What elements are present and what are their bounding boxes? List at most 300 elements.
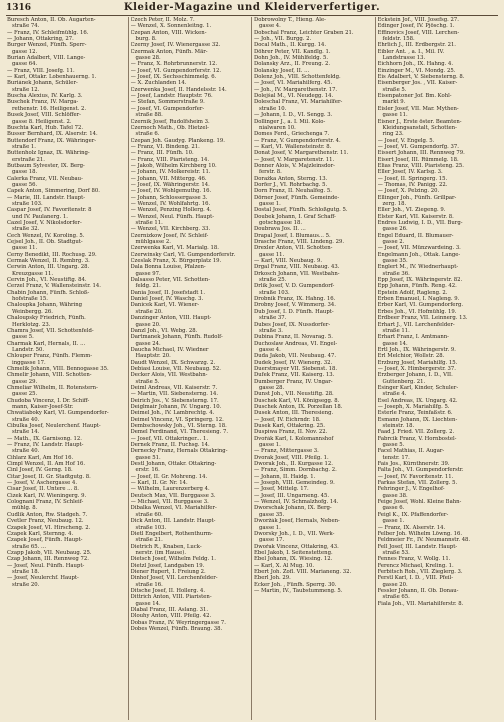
directory-entry: Cerny Benedikt, III. Rochusg. 29. [7, 251, 97, 258]
directory-entry: — Stefan, Sommerstraße 9. [130, 99, 205, 106]
directory-entry: Charmak Karl, Hernals, II. ... [7, 340, 86, 347]
directory-entry: Eichhorn Joh., IX. Hahng. 4. [377, 61, 454, 68]
directory-entry: — Franz, X. Rohrbrunnerstr. 12. [130, 61, 218, 68]
directory-entry: gasse 28. [135, 55, 161, 62]
directory-entry: straße 74. [12, 23, 40, 30]
directory-entry: Dietzl Josef, Landgaben 19. [130, 562, 205, 569]
directory-entry: — Josef, IV. Favoritenstr. 11. [377, 473, 454, 480]
directory-entry: Cinl Josef, IV. Gerng. 18. [7, 467, 73, 474]
directory-column-1 [5, 17, 129, 720]
directory-entry: — Wilhelm, Laurenzerberg 4. [130, 486, 210, 493]
directory-entry: Elster Karl, VII. Kaiserstr. 8. [377, 213, 454, 220]
directory-entry: Eisler Josef, VII. Mar. Mythen- [377, 105, 459, 112]
directory-entry: Duda Jakob, VII. Neubaug. 47. [254, 353, 337, 360]
directory-entry: Chmeliar Wilhelm, II. Rotenstern- [7, 384, 98, 391]
directory-entry: Eberl Joh. 29. [254, 575, 291, 582]
directory-entry: Cech Wenzel, IV. Koroling. 5. [7, 232, 85, 239]
directory-entry: straße 5. [135, 378, 160, 385]
directory-entry: Donner Alois, V. Majzleinsdor- [254, 162, 335, 169]
directory-entry: Fais Jos., Kürnthnerstr. 39. [377, 461, 450, 468]
directory-entry: Drkosch Johann, VII. Westbahn- [254, 270, 340, 277]
directory-entry: Dobrowolny T., Hieng. Ale- [254, 17, 326, 23]
directory-entry: burg. 8. [135, 36, 157, 43]
directory-entry: — Josef, VI. Gumpendorfg. 37. [377, 143, 459, 150]
directory-entry: Elias Franz, VIII. Piaristeng. 25. [377, 162, 464, 169]
directory-entry: Fehringer J., V. Engelhof- [377, 486, 445, 493]
directory-entry: erstr. 16. [135, 467, 160, 474]
directory-entry: zerg. 18. [382, 200, 407, 207]
directory-entry: Dunst Joh., VII. Neustiftg. 28. [254, 391, 334, 398]
directory-entry: gasse 64. [12, 61, 38, 68]
directory-entry: Dobas Franz, IV. Weyringergasse 7. [130, 619, 226, 626]
directory-entry: Dibalka Wenzel, VI. Mariahilfer- [130, 505, 217, 512]
directory-entry: Chamra Josef, VII. Schottenfeld- [7, 327, 94, 334]
directory-entry: Destl Johann, Ottakr. Ottakring- [130, 461, 217, 468]
directory-entry: Chlouper Franz, Fünfh. Flemm- [7, 353, 93, 360]
directory-entry: — Franz, VIII. Josefg. 11. [7, 67, 75, 74]
directory-entry: Cervin Joh., VI. Neustiftg. 84. [7, 277, 87, 284]
directory-entry: Deiglmair Johann, IV. Ungarg. 10. [130, 403, 222, 410]
directory-entry: gasse 25. [12, 391, 38, 398]
directory-entry: gasse 29. [12, 378, 38, 385]
directory-entry: markt 9. [382, 99, 406, 106]
directory-entry: straße 12. [12, 86, 40, 93]
directory-entry: Ertl Joh., IX. Währingerstr. 9. [377, 346, 456, 353]
directory-entry: Dania Josef, II. Josefstadt 1. [130, 289, 206, 296]
directory-entry: Daniel Josef, IV. Waschg. 3. [130, 296, 204, 303]
directory-entry: — Franz, III. Fünfh. 10. [130, 150, 194, 157]
directory-entry: — Johann, IV. Molkereistr. 11. [130, 169, 211, 176]
directory-entry: — Josef, VII. Münzwardeing. 3. [377, 245, 461, 252]
directory-entry: Deirich Jos., V. Siebensterng. 17. [130, 397, 219, 404]
directory-entry: Duspiwa Franz, II. Nov. 22. [254, 429, 328, 436]
directory-entry: — Josef, II. Springerg. 15. [377, 175, 448, 182]
directory-entry: straße 6. [135, 131, 160, 138]
directory-entry: gasse 1. [382, 518, 405, 525]
directory-entry: Drapal Josef, I. Blumaus... 5. [254, 232, 331, 239]
directory-entry: Dolansky Josef, II. ... [254, 67, 310, 74]
directory-entry: Dub Josef, I. D. Fünfh. Haupt- [254, 308, 334, 315]
directory-entry: Chmelir Johann, VIII. Schotten- [7, 372, 92, 379]
directory-entry: straße 88. [135, 112, 163, 119]
directory-entry: Epstein Adolf, Ragleng. 2. [377, 289, 448, 296]
directory-entry: Döhrer Peter, VII. Kandlg. 1. [254, 48, 331, 55]
directory-entry: Esmann Johann, IX. Liechten- [377, 416, 458, 423]
directory-entry: Erber Karl, VI. Gumpendorferg. [377, 302, 464, 309]
directory-entry: Faad J. Fried. VII. Zollerg. 2. [377, 429, 455, 436]
directory-entry: Busek Josef, VIII. Schlöffer- [7, 112, 81, 119]
directory-entry: Farkas Stefan, VII. Zollerg. 5. [377, 480, 458, 487]
directory-entry: ferstr. 8. [259, 169, 282, 176]
directory-entry: Dubes Josef, IX. Nussdorfer- [254, 321, 331, 328]
directory-entry: Dolejšal M., VI. Neudegg. 14. [254, 93, 334, 100]
directory-entry: Doubek Johann, I. Graf Schaff- [254, 213, 336, 220]
directory-entry: Dohn Joh., IV. Mühlfeldg. 5. [254, 55, 329, 62]
directory-entry: Czepan Joh. Gaudyg. Plankeng. 19. [130, 137, 225, 144]
directory-entry: gasse 14. [135, 600, 161, 607]
directory-entry: Deiml Andreas, VII. Kaiserstr. 7. [130, 384, 218, 391]
directory-entry: Herklotzg. 23. [12, 321, 51, 328]
directory-entry: — Johann, VII. Mittergg. 46. [130, 175, 207, 182]
directory-entry: — Joseph, VIII. Gemeindeg. 9. [254, 480, 335, 487]
directory-entry: Diener Rupert, I. Freiung 2. [130, 568, 206, 575]
directory-entry: Eisner J., Erste öster. Beamten- [377, 118, 462, 125]
directory-entry: straße 11. [382, 327, 410, 334]
directory-entry: rethenstr. 16. Heiligenst. 2. [12, 105, 87, 112]
directory-entry: — Josef, V. Aschergasse 4. [7, 480, 77, 487]
directory-entry: Landstrasse 13. [382, 55, 426, 62]
directory-entry: Eis Adalbert, V. Siebensterng. 8. [377, 74, 465, 81]
directory-entry: straße 18. [12, 568, 40, 575]
directory-entry: Fennes Franz, V. Wollg. 11. [377, 556, 451, 563]
directory-entry: Engelmann Joh., Ottak. Lange- [377, 251, 461, 258]
directory-entry: — Wenzel, IV. Wohlfahrtg. 16. [130, 200, 211, 207]
directory-entry: — Martin, VII. Siebensterng. 14. [130, 391, 219, 398]
directory-entry: — Karl, VI. Wallensteinstr. 8. [254, 143, 332, 150]
directory-entry: gasse 51. [135, 454, 161, 461]
directory-entry: Cimpl Wenzel, II. Am Hof 16. [7, 461, 86, 468]
directory-entry: steinstr. 18. [382, 423, 415, 429]
directory-entry: — Josef, Neul. Fünfh. Haupt- [7, 562, 85, 569]
directory-entry: straße 53. [382, 549, 410, 556]
directory-entry: mühlg. 8. [12, 505, 38, 512]
directory-entry: gasse 28. [259, 384, 285, 391]
directory-entry: Deimel Joh., IV. Lambrechtg. 4. [130, 410, 215, 417]
directory-entry: Dernek Franz, II. Fuchsg. 14. [130, 442, 210, 449]
directory-entry: Dworschak Johann, IX. Berg- [254, 505, 332, 512]
directory-entry: gasse 24. [135, 340, 161, 347]
directory-entry: feldg. 21. [135, 283, 161, 290]
directory-entry: gasse 6. [382, 505, 405, 512]
directory-entry: gasse 1. [259, 442, 281, 449]
directory-entry: Ferencz Michael, Kreling. 1. [377, 562, 454, 569]
directory-entry: — Marie, III. Landstr. Haupt- [7, 194, 86, 201]
directory-entry: Erben Emanuel, I. Nagleng. 9. [377, 296, 460, 303]
directory-entry: — Michael, VII. Burggasse 3. [130, 499, 209, 506]
directory-entry: straße 103. [12, 200, 43, 207]
directory-entry: Dernecky Franz, Hernals Ottakring- [130, 448, 228, 455]
directory-entry: straße 1. [12, 143, 36, 150]
directory-entry: gasse 1. [259, 524, 281, 531]
directory-entry: — Wenzel, X. Sonnenleitng. 1. [130, 23, 212, 30]
directory-entry: Czermak Anton, Fünfh. Mär- [130, 48, 208, 55]
directory-entry: straße 65. [382, 594, 410, 601]
directory-entry: Ebel Jakob, I. Seitenstetteng. [254, 549, 333, 556]
directory-entry: — Josef, VI. Gumpendorferstr. 12. [130, 67, 221, 74]
directory-entry: Guttenberg. 21. [382, 378, 426, 385]
directory-entry: Cihlarz Karl, Am Hof 16. [7, 454, 74, 461]
directory-entry: gasse 20. [382, 581, 408, 588]
directory-entry: — Josef, IV. Eichrndr. 18. [254, 416, 321, 423]
directory-entry: Fabrcik Franz, V. Hornbostel- [377, 435, 457, 442]
directory-entry: Cermak Wenzel, II. Rembrg. 3. [7, 258, 90, 265]
directory-entry: Buschta Karl, Hub. Tafel 72. [7, 124, 84, 131]
directory-entry: Dorn Franz, II. Neuhalfeg. 5. [254, 188, 332, 195]
directory-entry: mann, Kaiser-Josef-Str. [12, 403, 74, 410]
directory-entry: inggasse 17. [12, 359, 46, 366]
directory-entry: Czapek Karl, Sternng. 4. [7, 530, 74, 537]
directory-entry: gasse 8. Heiligenst. 2. [12, 118, 72, 125]
directory-entry: Ecker Joh. , Fünfh. Sperrg. 30. [254, 581, 337, 588]
directory-entry: Effinovics Josef, VIII. Lerchen- [377, 29, 460, 36]
directory-entry: gotschgasse 18. [259, 220, 303, 226]
directory-entry: — Joh., IV. Margarethenstr. 17. [254, 86, 338, 93]
directory-entry: Dolenz Joh., VIII. Schottenfeldg. [254, 74, 341, 81]
directory-entry: Buschek Franz, IV. Marga- [7, 99, 79, 106]
directory-entry: Felber Joh. Wilhelm Löwng. 16. [377, 530, 463, 537]
directory-entry: — Karl, II. Gr. Nr. 14. [130, 480, 188, 487]
directory-entry: Doubrava Jos. II. ... [254, 226, 306, 233]
directory-entry: Kreuzgasse 11. [12, 270, 54, 277]
directory-entry: — Josef, IV. Wohlgemuthg. 16. [130, 188, 212, 195]
directory-entry: — Josef, X. Pelzing. 20. [377, 188, 440, 195]
directory-entry: Landstr. 50. [12, 346, 45, 353]
directory-entry: — Josef, III. Ungarneng. 45. [254, 492, 330, 499]
directory-entry: Drobny Josef, V. Wimmerg. 34. [254, 302, 336, 309]
directory-entry: Erl Melchior, Wollstr. 28. [377, 353, 445, 360]
directory-entry: — Karl, X. Al Mug. 10. [254, 562, 315, 569]
directory-entry: Dietl Engelbert, Rothenthurm- [130, 530, 213, 537]
directory-entry: Erhart Franz, I. Amtmann- [377, 334, 449, 341]
directory-entry: gasse 35. [382, 258, 408, 265]
directory-entry: straße 16. [135, 581, 163, 588]
directory-entry: — Martin, IV., Taubstummeng. 5. [254, 587, 343, 594]
directory-entry: Fiala Joh., VII. Mariahilferstr. 8. [377, 600, 464, 607]
directory-entry: nialwaren 10. [259, 124, 296, 131]
directory-entry: Capek Anton, Simmering, Dorf 80. [7, 188, 100, 195]
directory-entry: Eller Joh., VI. Ziegeng. 9. [377, 207, 446, 214]
directory-entry: Buscha Alexius, IV. Karlg. 3. [7, 93, 83, 100]
directory-entry: — Joh., VII. Burgg. 2. [254, 36, 312, 43]
directory-entry: Drgal Franz, VIII. Neubaug. 43. [254, 264, 340, 271]
directory-entry: Dufek Franz, VII. Kaiserg. 13. [254, 372, 335, 379]
directory-entry: Chudoba Vincenz, I. Dr. Schiff- [7, 397, 90, 404]
directory-entry: Chaloupka Johann, Währing [7, 302, 83, 309]
directory-entry: tenstr. 17. [382, 454, 410, 461]
directory-entry: Daucha Michael, IV. Wiedner [130, 346, 209, 353]
directory-entry: Danzinger Anton, VIII. Haupt- [130, 315, 212, 322]
directory-entry: Falta Joh., VI. Gumpendorferstr. [377, 467, 464, 474]
directory-entry: Dembschowsky Joh., VI. Sterng. 18. [130, 423, 227, 429]
directory-entry: Dusek Anton, III. Theresieng. [254, 410, 334, 417]
directory-entry: Esinger Karl, Kinder, Schuler- [377, 384, 459, 391]
directory-entry: Dörner Josef, Fünfh. Gemeinde- [254, 194, 340, 201]
directory-entry: Ebert Joh. Zofl. VIII. Marianeng. 32. [254, 568, 352, 575]
directory-entry: Chaloupský Friedrich, Fünfh. [7, 315, 86, 322]
directory-entry: Dworsky Joh., I. D., VII. Werk- [254, 530, 335, 537]
directory-entry: Feldmeier Fr., IV. Neumannstr. 48. [377, 537, 471, 544]
directory-entry: Chmelik Johann, VIII. Bennogasse 35. [7, 365, 109, 372]
directory-entry: straße 20. [135, 308, 163, 315]
directory-entry: straße 14. [12, 429, 40, 436]
directory-entry: Czapp Jakob, VII. Neubaug. 25. [7, 549, 92, 556]
page-number: 1316 [6, 3, 32, 13]
directory-entry: gasse 97. [135, 270, 161, 277]
directory-entry: Dlabal Franz, III. Aslang. 31. [130, 606, 209, 613]
directory-entry: Czapek Josef, VI. Hirscheng. 2. [7, 524, 91, 531]
directory-entry: Danzl Joh., VI. Webg. 28. [130, 327, 198, 334]
directory-entry: gasse 18. [12, 169, 38, 176]
directory-entry: straße 103. [135, 524, 167, 531]
directory-entry: Esel Andreas, IX. Ungarg. 42. [377, 397, 458, 404]
directory-entry: — Josef, Landstr. Hauptstr. 76. [130, 93, 213, 100]
directory-entry: Englert M., IV. Wiednerhaupt- [377, 264, 459, 271]
directory-entry: Dobschal Franz, Leichter Graben 21. [254, 29, 354, 36]
directory-entry: gasse 4. [259, 346, 281, 353]
directory-entry: Dittrich Anton, VIII. Piaristen- [130, 594, 212, 601]
directory-entry: Dostal Josef, Fünfh. Schloßgutg. 5. [254, 207, 348, 214]
directory-entry: Drexler Anton, VII. Schotten- [254, 245, 333, 252]
directory-entry: Cisar Josef, II. Untere ... 8. [7, 486, 79, 493]
directory-entry: straße 5. [382, 86, 407, 93]
directory-entry: straße 25. [259, 277, 287, 284]
directory-entry: — Jakob, Wilhelm Kirchberg 10. [130, 162, 217, 169]
directory-entry: Deimel Vincenz, VI. Springerg. 12. [130, 416, 224, 423]
directory-entry: Dworžák Josef, Hernals, Neben- [254, 518, 340, 525]
directory-entry: straße 40. [12, 448, 40, 455]
directory-entry: straße 4. [382, 391, 407, 398]
directory-entry: Ellinger Joh., Fünfh. Grillpar- [377, 194, 457, 201]
directory-entry: gasse 11. [382, 112, 408, 119]
directory-entry: Czap Johann, III. Rennweg 72. [7, 556, 89, 563]
directory-entry: Dumberger Franz, IV. Ungar- [254, 378, 333, 385]
directory-entry: Dusek Karl, Ottakring. 25. [254, 423, 325, 429]
directory-entry: Hauptstr. 20. [135, 353, 171, 360]
directory-entry: Feigl K., IX. Pfaffendorfer- [377, 511, 449, 518]
directory-entry: Edinger Josef, IV. Pjöschg. 1. [377, 23, 455, 30]
directory-entry: — Math., IX. Garnisong. 12. [7, 435, 82, 442]
directory-entry: Cerzel Franz, V. Wallensteinstr. 14. [7, 283, 101, 290]
directory-entry: — Josef, X. Himbergerstr. 37. [377, 365, 456, 372]
directory-entry: — Josef, VI. Mariahilferg. 45. [254, 80, 333, 87]
directory-entry: Czernizkow Josef, IV. Schleif- [130, 232, 209, 239]
directory-entry: — Franz, Mittergasse 3. [254, 448, 319, 455]
directory-entry: mühlgasse 2. [135, 239, 171, 246]
directory-entry: Duerstmayer VII. Siebenst. 18. [254, 365, 338, 372]
directory-column-3 [252, 17, 376, 720]
directory-entry: Eissert Johann, III. Rennweg 79. [377, 150, 465, 157]
directory-entry: — Josef, VII. Ottakringer... 1. [130, 435, 209, 442]
directory-entry: Cazel Josef, V. Nikolsdorfer- [7, 220, 82, 226]
directory-entry: — Josef, VI. Gumpendorfer- [130, 105, 205, 112]
directory-entry: Ferstl Karl, I. D. , VIII. Pfeil- [377, 575, 454, 582]
directory-entry: straße 21. [135, 537, 163, 544]
directory-entry: Duchoslaw Andreas, VI. Engel- [254, 340, 338, 347]
directory-entry: — Josef, II. Gr. Mohreng. 14. [130, 473, 208, 480]
directory-entry: Eisert Josef, III. Rümmelg. 18. [377, 156, 459, 163]
directory-entry: Cerwin Anton, III. Ungarg. 28. [7, 264, 90, 271]
directory-entry: Dobes Wenzel, Fünfh. Braung. 38. [130, 626, 223, 632]
directory-entry: gasse 11. [259, 251, 285, 258]
header-rule [6, 15, 498, 16]
directory-entry: — Franz, Simm. Dornbachg. 2. [254, 467, 337, 474]
directory-entry: Dartmanek Johann, Fünfh. Rudolf- [130, 334, 223, 341]
directory-entry: — Josef, V. Engelg. 5. [377, 137, 435, 144]
directory-entry: straße 40. [12, 416, 40, 423]
directory-entry: Ditsche Josef, II. Hollerg. 4. [130, 587, 206, 594]
directory-entry: gasse 26. [382, 226, 408, 233]
directory-entry: Czapek Josef, Fünfh. Haupt- [7, 537, 83, 544]
directory-entry: Duschek Anton, IX. Porzellan 18. [254, 403, 343, 410]
directory-entry: Dollinger J., a. I. Mil. Kolo- [254, 118, 326, 125]
directory-columns [5, 17, 499, 720]
directory-entry: Eisenberger Jos. , VII. Kaiser- [377, 80, 458, 87]
directory-entry: Dietsch Josef, Wilhelm Feldg. 1. [130, 556, 216, 563]
directory-column-4 [376, 17, 500, 720]
directory-entry: hofstraße 15. [12, 296, 48, 303]
running-head: Kleider-Magazine und Kleiderverfertiger. [123, 2, 381, 13]
directory-entry: Chabin Johann, Fünfh. Schloß- [7, 289, 90, 296]
directory-entry: — Johann, Schlossergasse 3. [130, 194, 208, 201]
directory-entry: Czech Peter, II. Molz. 7. [130, 17, 195, 23]
directory-entry: straße 36. [382, 270, 410, 277]
directory-entry: Daudt Wenzel, IX. Schwarzg. 2. [130, 359, 216, 366]
directory-entry: Butbaum Sylvester, IX. Berg- [7, 162, 85, 169]
directory-entry: Busser Bernhard, IX. Alserstr. 14. [7, 131, 98, 138]
directory-entry: gasse 5. [12, 334, 34, 341]
directory-entry: — Johann, I. D., VI. Sengg. 3. [254, 112, 333, 119]
directory-entry: — Wenzel, Penzing Hollerg. 4. [130, 207, 212, 214]
directory-entry: gasse 4. [259, 23, 281, 30]
directory-entry: Dworak Joh., II. Kurgasse 12. [254, 461, 333, 468]
directory-entry: Dubina Franz, II. Novarag. 5. [254, 334, 333, 341]
directory-entry: gasse 2. [382, 239, 405, 246]
directory-entry: Debiasi Louise, VII. Neubaug. 52. [130, 365, 221, 372]
directory-entry: Burger Wenzel, Fünfh. Sperr- [7, 42, 87, 49]
directory-entry: Facel Mathias, II. Augar- [377, 448, 445, 455]
directory-entry: Dala Bonna Louise, Pfalzen- [130, 264, 206, 271]
directory-entry: — Wenzel, IV. Schmalzhofg. 14. [254, 499, 339, 506]
directory-entry: gasse 17. [259, 537, 285, 544]
directory-entry: Domes Ferd., Griechenga 7. [254, 131, 330, 138]
directory-entry: feldstr. 158. [382, 36, 415, 43]
directory-entry: gasse 56. [12, 181, 38, 188]
directory-entry: und IV. Paulanerg. 1. [12, 213, 68, 220]
directory-entry: Citar Josef, II. Gr. Stadtgutg. 8. [7, 473, 91, 480]
directory-entry: Epp Josef, IX. Währingerstr. 82. [377, 277, 463, 284]
directory-entry: straße 32. [12, 226, 40, 233]
page-header [6, 2, 498, 14]
directory-entry: Czepan Anton, VIII. Wicken- [130, 29, 207, 36]
directory-entry: straße 60. [135, 511, 163, 518]
directory-entry: Caspar Josef, IV. Favoritenstr. 8 [7, 207, 92, 214]
directory-entry: Fessler Johann, II. Ob. Donau- [377, 587, 459, 594]
directory-entry: — Karl, VIII. Neubaug. 9. [254, 258, 323, 265]
directory-entry: Eller Josef, IV. Karlsg. 3. [377, 169, 443, 176]
directory-entry: Eibler Ant. , a. I., Mil. IV. [377, 48, 445, 55]
directory-entry: — Karl, Ottakr. Lobenhauerng. 1. [7, 74, 97, 81]
directory-entry: Buttendorf Franz, IX. Währinger- [7, 137, 97, 144]
directory-entry: — X. Zuchlanden 14. [130, 80, 187, 87]
directory-entry: — Franz, IV. Schleifmühlg. 16. [7, 29, 89, 36]
directory-entry: Cudlik Anton, Rw. Stadgeh. 7. [7, 511, 88, 518]
directory-column-2 [129, 17, 253, 720]
directory-entry: Engel Eduard, II. Blumauer- [377, 232, 454, 239]
directory-entry: ring 23. [382, 131, 404, 138]
directory-entry: Erzberger Johann, I. D., VII. [377, 372, 453, 379]
directory-entry: Cibulka Josef, Neulerchenf. Haupt- [7, 423, 101, 429]
directory-entry: erstraße 21. [12, 156, 45, 163]
directory-entry: — Wenzel, Neul. Fünfh. Haupt- [130, 213, 215, 220]
directory-entry: — Johann, Ottakring, 27. [7, 36, 74, 43]
directory-entry: — Franz, VI. Bindeng. 21. [130, 143, 200, 150]
directory-entry: Esterle Franz, Teinfaßstr. 6. [377, 410, 453, 417]
directory-entry: Erzburg Josef, Mariahilfg. 15. [377, 359, 458, 366]
directory-entry: Czeslak Franz, X. Bürgerplatz 19. [130, 258, 222, 265]
directory-entry: gasse 11. [12, 245, 38, 252]
directory-entry: gasse 20. [135, 321, 161, 328]
directory-entry: Dvorak Josef, VIII. Pfeilg. 1. [254, 454, 329, 461]
